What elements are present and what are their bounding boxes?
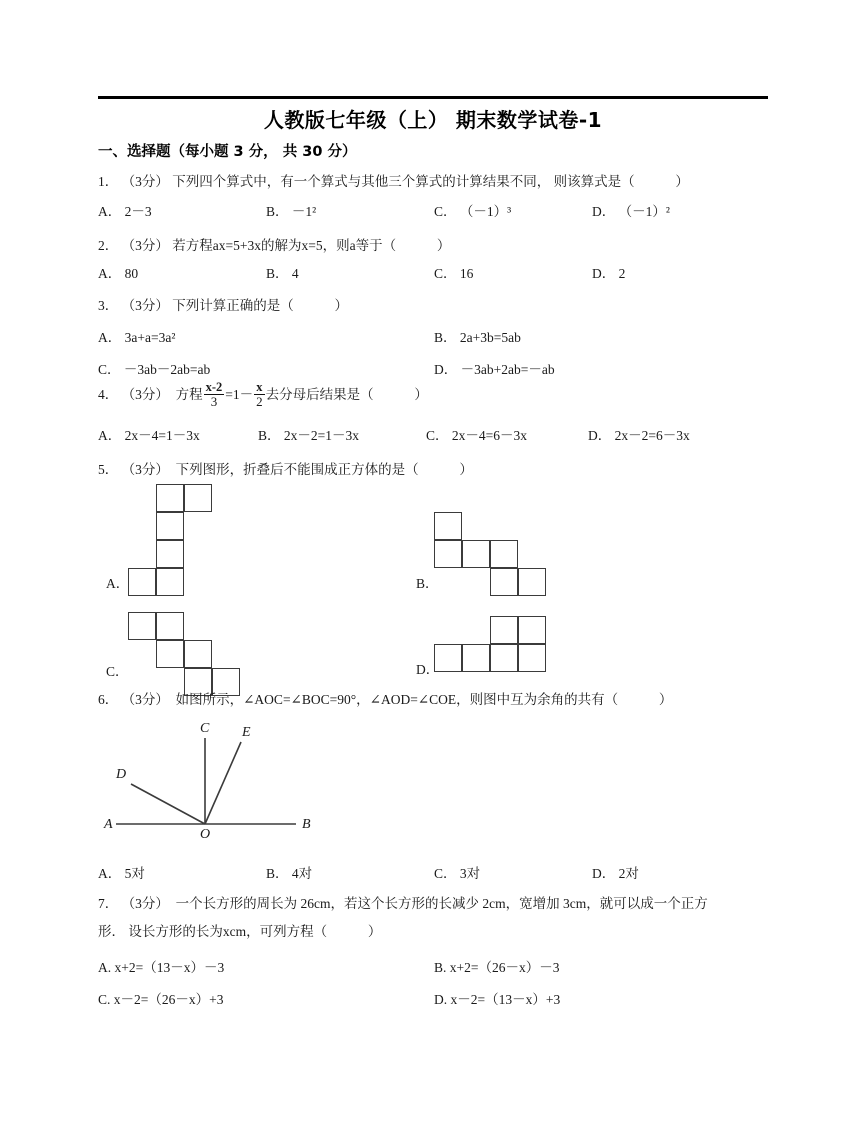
figure-label-b: B． [416, 576, 439, 591]
question-1-options [98, 200, 768, 226]
question-4-option-c[interactable]: C． 2x－4=6－3x [426, 428, 528, 443]
question-1-option-d[interactable]: D． （－1）² [592, 204, 670, 219]
exam-page [98, 0, 768, 1122]
page-title: 人教版七年级（上） 期末数学试卷-1 [263, 108, 603, 132]
question-5-points: （3分） [121, 462, 169, 477]
question-2 [98, 236, 768, 256]
question-7-options [98, 956, 768, 1020]
question-1-stem: 下列四个算式中，有一个算式与其他三个算式的计算结果不同， 则该算式是（ [172, 174, 635, 189]
question-6-number: 6． [98, 692, 119, 707]
question-4-option-b[interactable]: B． 2x－2=1－3x [258, 428, 360, 443]
question-4 [98, 382, 768, 410]
question-4-close-paren: ） [414, 387, 428, 403]
question-7-stem-line2: 形． 设长方形的长为xcm，可列方程（ [98, 924, 328, 939]
net-cell [184, 640, 212, 668]
question-3-options [98, 326, 768, 390]
question-4-number: 4． [98, 387, 119, 403]
net-cell [156, 512, 184, 540]
ray-od [131, 784, 205, 824]
question-4-stem-post: 去分母后结果是（ [265, 387, 374, 403]
net-cell [128, 612, 156, 640]
question-5-close-paren: ） [459, 462, 473, 477]
net-cell [156, 540, 184, 568]
question-3-option-c[interactable]: C． －3ab－2ab=ab [98, 362, 211, 377]
question-2-number: 2． [98, 238, 119, 253]
net-cell [156, 484, 184, 512]
net-cell [156, 640, 184, 668]
question-3 [98, 296, 768, 316]
question-7-stem-line1: 一个长方形的周长为 26cm，若这个长方形的长减少 2cm，宽增加 3cm，就可以成一个正方 [175, 896, 708, 911]
question-7-close-paren: ） [367, 924, 382, 939]
point-label-d: D [116, 767, 127, 782]
net-cell [518, 616, 546, 644]
question-6-option-d[interactable]: D． 2对 [592, 866, 639, 881]
net-cell [462, 644, 490, 672]
cube-net-figure-d [434, 616, 564, 676]
net-cell [128, 568, 156, 596]
question-7-option-c[interactable]: C. x－2=（26－x）+3 [98, 992, 224, 1007]
question-3-number: 3． [98, 298, 119, 313]
question-3-option-a[interactable]: A． 3a+a=3a² [98, 330, 176, 345]
net-cell [156, 568, 184, 596]
question-1-option-b[interactable]: B． －1² [266, 204, 317, 219]
ray-oe [205, 742, 241, 824]
net-cell [462, 540, 490, 568]
figure-label-a: A． [106, 576, 130, 591]
question-6-points: （3分） [121, 692, 169, 707]
header-rule [98, 96, 768, 99]
question-3-close-paren: ） [334, 298, 348, 313]
net-cell [434, 512, 462, 540]
question-4-stem-pre: 方程 [175, 387, 203, 403]
net-cell [156, 612, 184, 640]
question-7-line2 [98, 922, 768, 942]
net-cell [490, 644, 518, 672]
question-7-number: 7． [98, 896, 119, 911]
net-cell [518, 644, 546, 672]
question-6-option-c[interactable]: C． 3对 [434, 866, 481, 881]
question-5-stem: 下列图形，折叠后不能围成正方体的是（ [175, 462, 419, 477]
question-3-option-b[interactable]: B． 2a+3b=5ab [434, 330, 521, 345]
question-4-options [98, 424, 768, 450]
question-1-points: （3分） [121, 174, 169, 189]
cube-net-figure-c [128, 612, 248, 702]
question-1-close-paren: ） [675, 174, 689, 189]
question-6-stem: 如图所示，∠AOC=∠BOC=90°，∠AOD=∠COE，则图中互为余角的共有（ [175, 692, 619, 707]
question-7-option-d[interactable]: D. x－2=（13－x）+3 [434, 992, 561, 1007]
question-5 [98, 460, 768, 480]
figure-label-c: C． [106, 664, 129, 679]
net-cell [490, 568, 518, 596]
question-2-points: （3分） [121, 238, 169, 253]
net-cell [434, 540, 462, 568]
question-3-points: （3分） [121, 298, 169, 313]
fraction-x-over-2: $\frac{x}{2}$ [256, 380, 263, 410]
point-label-o: O [200, 827, 211, 841]
fraction-x-minus-2-over-3: $\frac{x-2}{3}$ [205, 380, 223, 410]
question-3-option-d[interactable]: D． －3ab+2ab=－ab [434, 362, 555, 377]
net-cell [490, 540, 518, 568]
net-cell [518, 568, 546, 596]
figure-label-d: D． [416, 662, 440, 677]
question-5-number: 5． [98, 462, 119, 477]
question-6-options [98, 862, 768, 888]
question-2-options [98, 262, 768, 288]
net-cell [490, 616, 518, 644]
question-2-option-c[interactable]: C． 16 [434, 266, 474, 281]
question-4-option-d[interactable]: D． 2x－2=6－3x [588, 428, 690, 443]
point-label-e: E [242, 725, 251, 740]
question-7 [98, 894, 768, 914]
angle-diagram [98, 716, 338, 841]
point-label-c: C [200, 721, 210, 736]
question-2-stem: 若方程ax=5+3x的解为x=5，则a等于（ [172, 238, 397, 253]
question-6-option-a[interactable]: A． 5对 [98, 866, 145, 881]
section-heading: 一、选择题（每小题 3 分， 共 30 分） [98, 144, 357, 160]
point-label-a: A [104, 817, 113, 832]
question-1 [98, 172, 768, 192]
question-6-close-paren: ） [658, 692, 673, 707]
question-4-points: （3分） [121, 387, 169, 403]
question-6-option-b[interactable]: B． 4对 [266, 866, 313, 881]
net-cell [184, 484, 212, 512]
question-2-option-a[interactable]: A． 80 [98, 266, 139, 281]
question-3-stem: 下列计算正确的是（ [172, 298, 294, 313]
point-label-b: B [302, 817, 311, 832]
question-7-option-a[interactable]: A. x+2=（13－x）－3 [98, 960, 225, 975]
question-6 [98, 690, 768, 710]
question-7-option-b[interactable]: B. x+2=（26－x）－3 [434, 960, 560, 975]
question-2-option-b[interactable]: B． 4 [266, 266, 299, 281]
question-2-close-paren: ） [436, 238, 451, 253]
question-4-stem-mid: =1－ [225, 387, 254, 403]
question-7-points: （3分） [121, 896, 169, 911]
cube-net-figure-b [434, 512, 564, 602]
question-4-option-a[interactable]: A． 2x－4=1－3x [98, 428, 200, 443]
question-1-number: 1． [98, 174, 119, 189]
question-2-option-d[interactable]: D． 2 [592, 266, 626, 281]
cube-net-figure-a [128, 484, 248, 599]
question-1-option-c[interactable]: C． （－1）³ [434, 204, 512, 219]
question-1-option-a[interactable]: A． 2－3 [98, 204, 152, 219]
